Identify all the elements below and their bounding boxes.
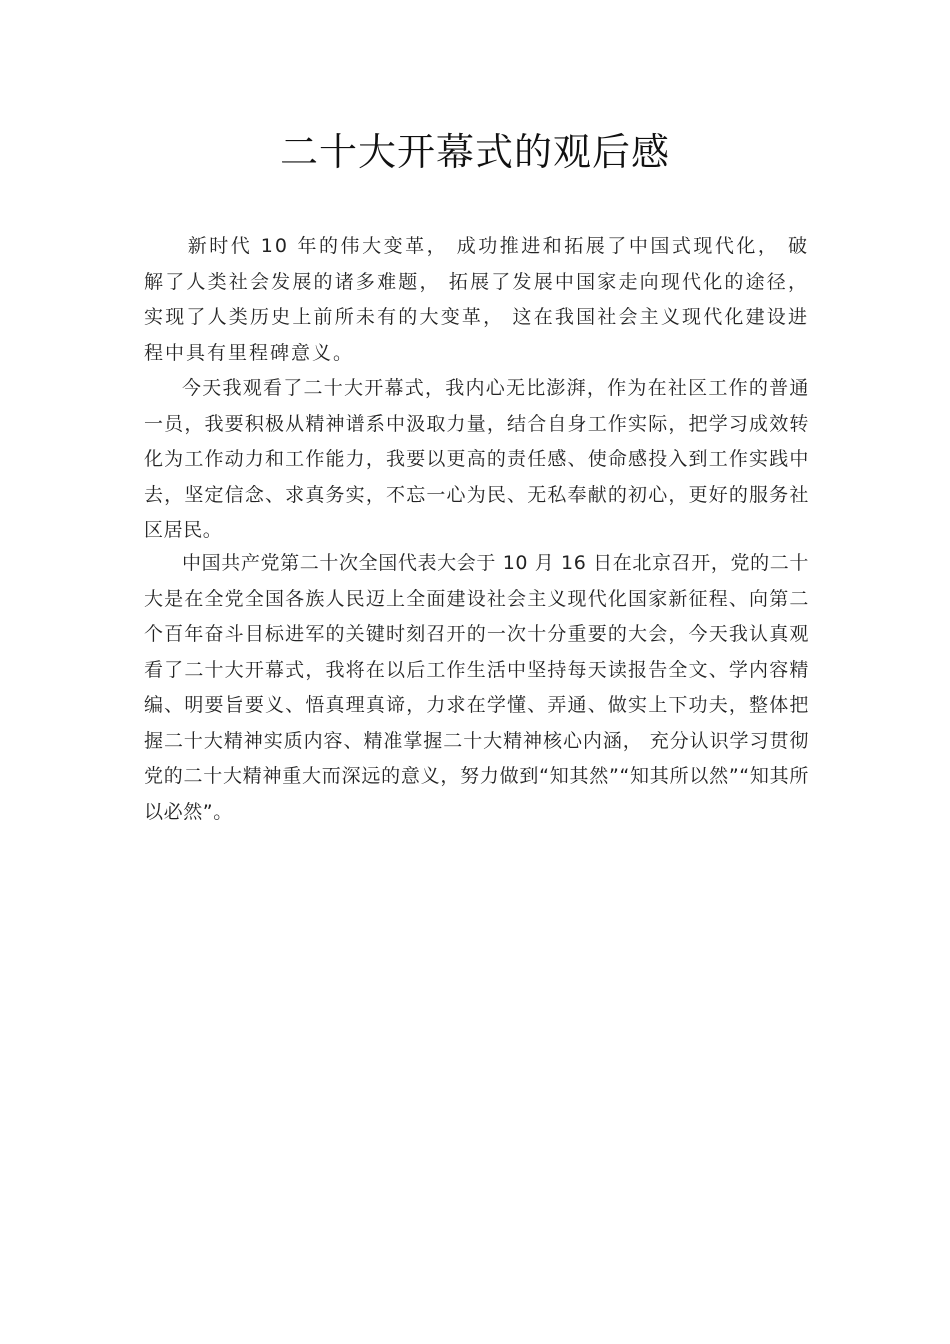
document-title: 二十大开幕式的观后感 (279, 130, 670, 174)
paragraph-congress-meaning: 中国共产党第二十次全国代表大会于 10 月 16 日在北京召开，党的二十大是在全党全国各族人民迈上全面建设社会主义现代化国家新征程、向第二个百年奋斗目标进军的关键时刻召开的一次十分重要的大会，今天我认真观看了二十大开幕式，我将在以后工作生活中坚持每天读报告全文、学内容精编、明要旨要义、悟真理真谛，力求在学懂、弄通、做实上下功夫，整体把握二十大精神实质内容、精准掌握二十大精神核心内涵， 充分认识学习贯彻党的二十大精神重大而深远的意义，努力做到“知其然”“知其所以然”“知其所以必然”。 (144, 552, 809, 823)
paragraph-new-era: 新时代 10 年的伟大变革， 成功推进和拓展了中国式现代化， 破解了人类社会发展的诸多难题， 拓展了发展中国家走向现代化的途径， 实现了人类历史上前所未有的大变革， 这在我国社会主义现代化建设进程中具有里程碑意义。 (144, 235, 809, 364)
paragraph-watching-opening: 今天我观看了二十大开幕式，我内心无比澎湃，作为在社区工作的普通一员，我要积极从精神谱系中汲取力量，结合自身工作实际，把学习成效转化为工作动力和工作能力，我要以更高的责任感、使命感投入到工作实践中去，坚定信念、求真务实，不忘一心为民、无私奉献的初心，更好的服务社区居民。 (144, 377, 809, 541)
